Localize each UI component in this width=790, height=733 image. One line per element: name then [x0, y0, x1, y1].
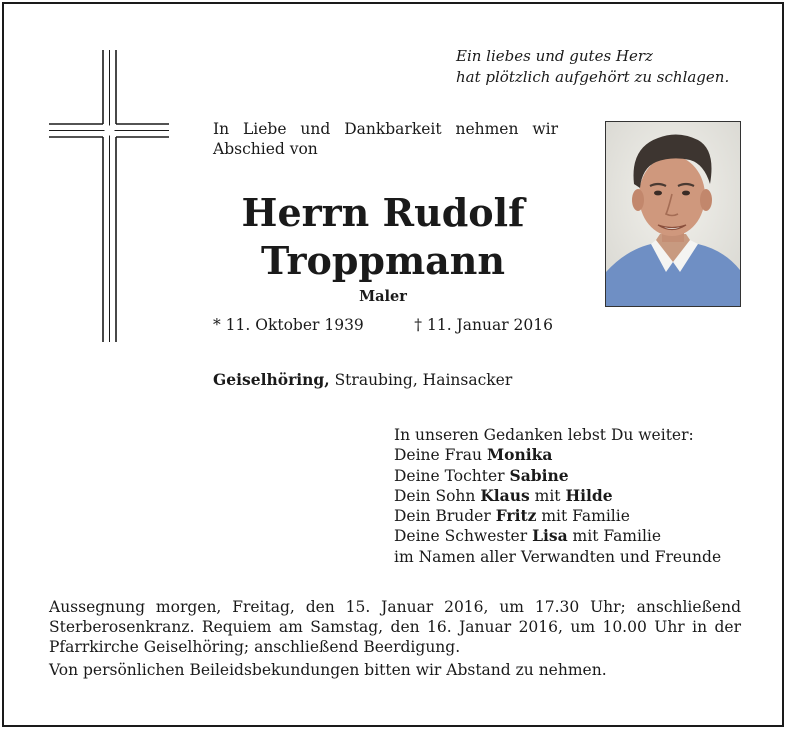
condolence-note: Von persönlichen Beileidsbekundungen bitten wir Abstand zu nehmen.	[49, 661, 607, 680]
survivor-line	[394, 466, 721, 486]
survivors-list	[394, 425, 721, 567]
connector: mit	[529, 486, 566, 505]
deceased-name	[213, 189, 553, 285]
relation: Dein Sohn	[394, 486, 481, 505]
survivor-partner-name: Hilde	[565, 485, 613, 505]
relation: Deine Frau	[394, 446, 487, 465]
survivor-name: Fritz	[495, 506, 537, 526]
motto	[456, 46, 729, 88]
service-details: Aussegnung morgen, Freitag, den 15. Januar 2016, um 17.30 Uhr; anschließend Sterberosenkranz. Requiem am Samstag, den 16. Januar 2016, um 10.00 Uhr in der Pfarrkirche Geiselhöring; anschließend Beerdigung.	[49, 598, 741, 656]
suffix: mit Familie	[536, 507, 630, 526]
cross-icon	[49, 50, 171, 344]
survivor-line	[394, 486, 721, 506]
place-main: Geiselhöring,	[213, 370, 330, 389]
survivor-line	[394, 506, 721, 526]
occupation: Maler	[359, 288, 407, 305]
motto-line-1: Ein liebes und gutes Herz	[456, 47, 653, 65]
places	[213, 370, 512, 389]
portrait-illustration	[606, 122, 740, 306]
relation: Deine Schwester	[394, 527, 533, 546]
name-line-1: Herrn Rudolf	[241, 190, 525, 235]
survivor-line	[394, 445, 721, 465]
motto-line-2: hat plötzlich aufgehört zu schlagen.	[456, 68, 730, 86]
suffix: mit Familie	[567, 527, 662, 546]
portrait-photo	[605, 121, 741, 307]
service-information	[49, 598, 741, 681]
survivors-closing: im Namen aller Verwandten und Freunde	[394, 547, 722, 566]
place-rest: Straubing, Hainsacker	[329, 371, 513, 389]
survivor-name: Sabine	[509, 465, 569, 485]
birth-date: * 11. Oktober 1939	[213, 316, 364, 334]
survivor-line	[394, 526, 721, 546]
survivor-name: Lisa	[532, 526, 568, 546]
survivor-name: Monika	[486, 445, 553, 465]
intro-text: In Liebe und Dankbarkeit nehmen wir Abschied von	[213, 120, 558, 158]
life-dates	[213, 316, 553, 334]
relation: Deine Tochter	[394, 466, 510, 485]
name-line-2: Troppmann	[260, 238, 506, 283]
relation: Dein Bruder	[394, 507, 496, 526]
survivors-heading: In unseren Gedanken lebst Du weiter:	[394, 426, 694, 444]
survivor-name: Klaus	[480, 485, 530, 505]
death-date: † 11. Januar 2016	[414, 316, 553, 334]
